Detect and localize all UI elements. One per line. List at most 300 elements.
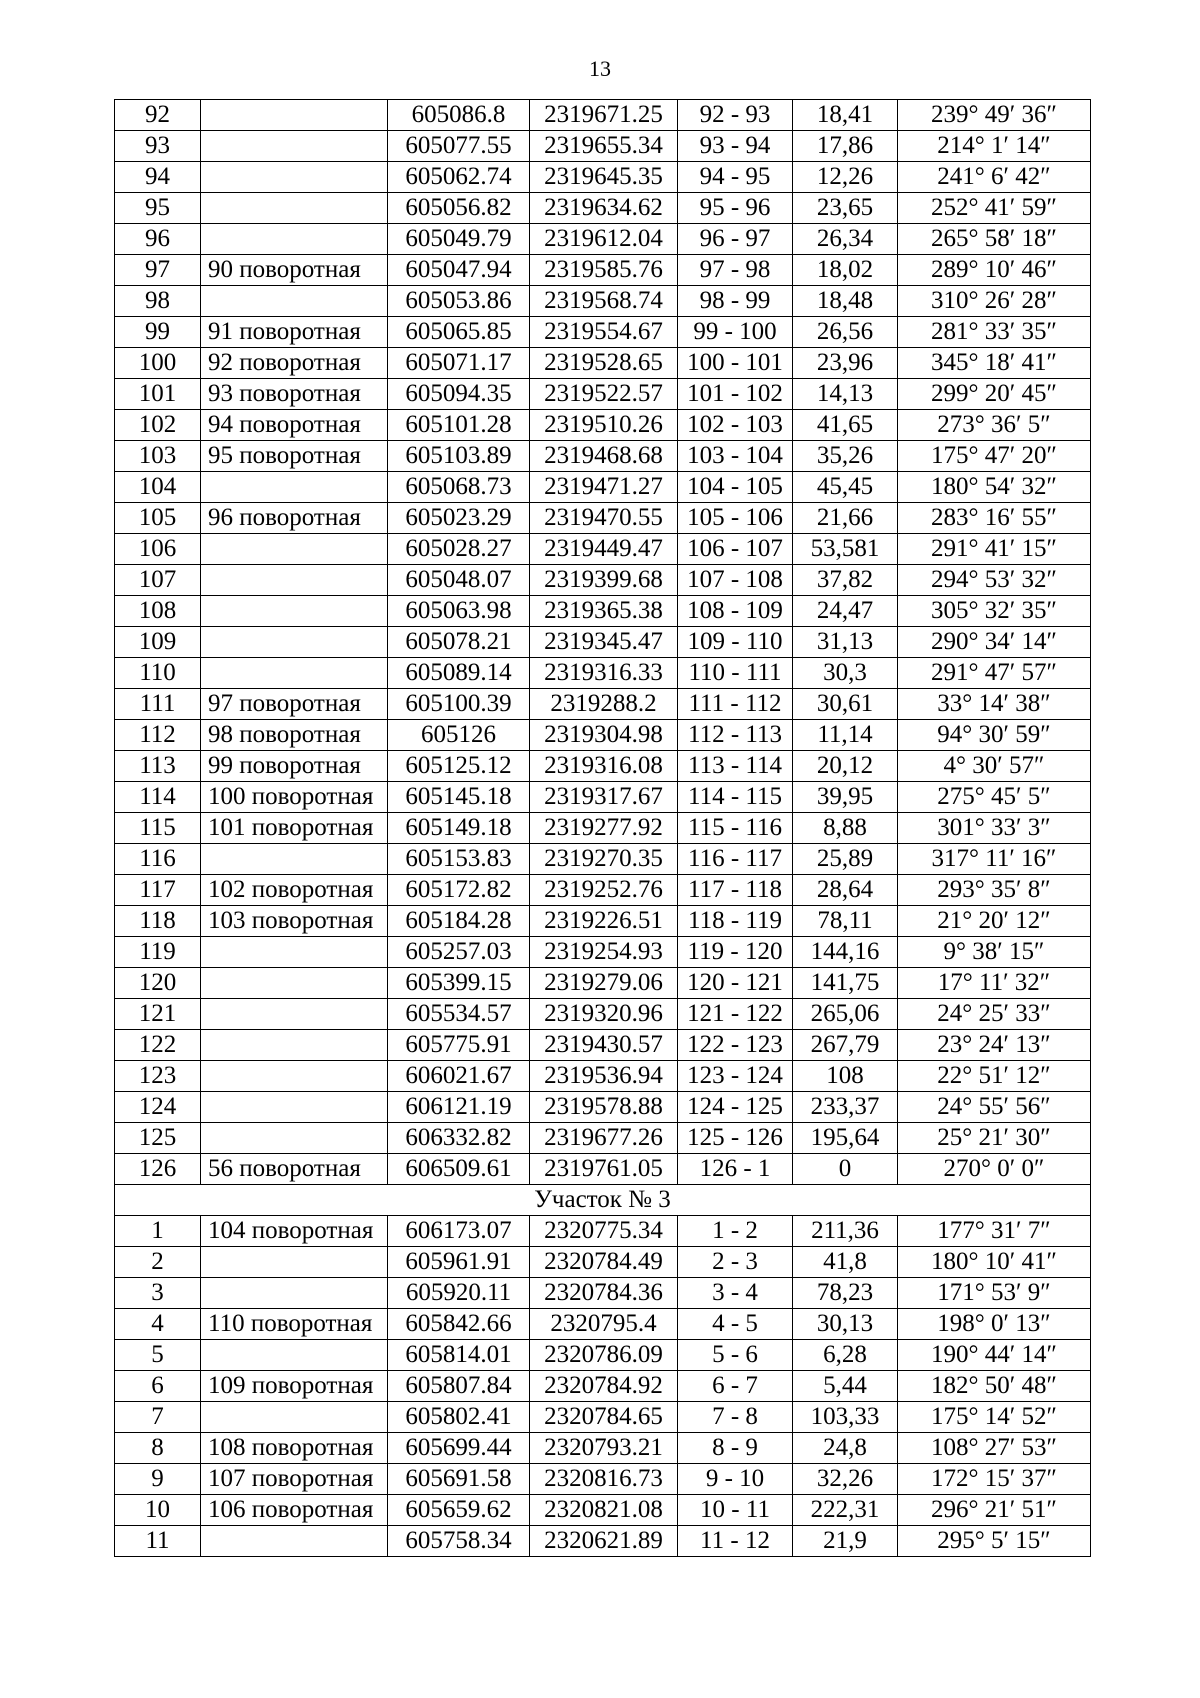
length-cell: 18,48 (793, 286, 898, 317)
y-coordinate-cell: 2319317.67 (530, 782, 678, 813)
y-coordinate-cell: 2319634.62 (530, 193, 678, 224)
x-coordinate-cell: 606173.07 (388, 1216, 530, 1247)
y-coordinate-cell: 2320784.65 (530, 1402, 678, 1433)
point-number-cell: 119 (115, 937, 201, 968)
length-cell: 11,14 (793, 720, 898, 751)
y-coordinate-cell: 2319585.76 (530, 255, 678, 286)
point-number-cell: 5 (115, 1340, 201, 1371)
x-coordinate-cell: 606509.61 (388, 1154, 530, 1185)
length-cell: 45,45 (793, 472, 898, 503)
x-coordinate-cell: 605047.94 (388, 255, 530, 286)
direction-angle-cell: 296° 21′ 51″ (898, 1495, 1091, 1526)
point-note-cell: 103 поворотная (201, 906, 388, 937)
y-coordinate-cell: 2319468.68 (530, 441, 678, 472)
direction-angle-cell: 171° 53′ 9″ (898, 1278, 1091, 1309)
segment-cell: 123 - 124 (678, 1061, 793, 1092)
direction-angle-cell: 24° 25′ 33″ (898, 999, 1091, 1030)
y-coordinate-cell: 2319320.96 (530, 999, 678, 1030)
point-number-cell: 122 (115, 1030, 201, 1061)
table-row (115, 1061, 1091, 1092)
y-coordinate-cell: 2319345.47 (530, 627, 678, 658)
x-coordinate-cell: 605775.91 (388, 1030, 530, 1061)
segment-cell: 95 - 96 (678, 193, 793, 224)
direction-angle-cell: 301° 33′ 3″ (898, 813, 1091, 844)
table-row (115, 162, 1091, 193)
segment-cell: 106 - 107 (678, 534, 793, 565)
x-coordinate-cell: 605145.18 (388, 782, 530, 813)
table-row (115, 131, 1091, 162)
segment-cell: 99 - 100 (678, 317, 793, 348)
segment-cell: 113 - 114 (678, 751, 793, 782)
table-row (115, 596, 1091, 627)
x-coordinate-cell: 605691.58 (388, 1464, 530, 1495)
y-coordinate-cell: 2320786.09 (530, 1340, 678, 1371)
length-cell: 6,28 (793, 1340, 898, 1371)
direction-angle-cell: 33° 14′ 38″ (898, 689, 1091, 720)
x-coordinate-cell: 605758.34 (388, 1526, 530, 1557)
length-cell: 31,13 (793, 627, 898, 658)
y-coordinate-cell: 2319226.51 (530, 906, 678, 937)
point-note-cell (201, 596, 388, 627)
point-number-cell: 2 (115, 1247, 201, 1278)
segment-cell: 102 - 103 (678, 410, 793, 441)
direction-angle-cell: 214° 1′ 14″ (898, 131, 1091, 162)
direction-angle-cell: 273° 36′ 5″ (898, 410, 1091, 441)
point-number-cell: 11 (115, 1526, 201, 1557)
length-cell: 26,34 (793, 224, 898, 255)
segment-cell: 118 - 119 (678, 906, 793, 937)
point-note-cell (201, 627, 388, 658)
direction-angle-cell: 291° 41′ 15″ (898, 534, 1091, 565)
point-number-cell: 117 (115, 875, 201, 906)
x-coordinate-cell: 605071.17 (388, 348, 530, 379)
x-coordinate-cell: 605053.86 (388, 286, 530, 317)
length-cell: 41,65 (793, 410, 898, 441)
point-note-cell (201, 1278, 388, 1309)
point-note-cell: 90 поворотная (201, 255, 388, 286)
point-note-cell: 93 поворотная (201, 379, 388, 410)
y-coordinate-cell: 2319277.92 (530, 813, 678, 844)
table-row (115, 224, 1091, 255)
x-coordinate-cell: 605257.03 (388, 937, 530, 968)
y-coordinate-cell: 2319288.2 (530, 689, 678, 720)
length-cell: 78,23 (793, 1278, 898, 1309)
segment-cell: 115 - 116 (678, 813, 793, 844)
y-coordinate-cell: 2319510.26 (530, 410, 678, 441)
y-coordinate-cell: 2319612.04 (530, 224, 678, 255)
point-note-cell (201, 1526, 388, 1557)
point-number-cell: 116 (115, 844, 201, 875)
point-number-cell: 107 (115, 565, 201, 596)
x-coordinate-cell: 605049.79 (388, 224, 530, 255)
x-coordinate-cell: 605920.11 (388, 1278, 530, 1309)
segment-cell: 114 - 115 (678, 782, 793, 813)
point-note-cell: 101 поворотная (201, 813, 388, 844)
length-cell: 103,33 (793, 1402, 898, 1433)
y-coordinate-cell: 2320795.4 (530, 1309, 678, 1340)
point-note-cell: 92 поворотная (201, 348, 388, 379)
x-coordinate-cell: 605126 (388, 720, 530, 751)
y-coordinate-cell: 2319365.38 (530, 596, 678, 627)
length-cell: 23,65 (793, 193, 898, 224)
y-coordinate-cell: 2319655.34 (530, 131, 678, 162)
table-row (115, 1495, 1091, 1526)
length-cell: 30,13 (793, 1309, 898, 1340)
direction-angle-cell: 252° 41′ 59″ (898, 193, 1091, 224)
direction-angle-cell: 180° 10′ 41″ (898, 1247, 1091, 1278)
table-row (115, 1154, 1091, 1185)
y-coordinate-cell: 2319399.68 (530, 565, 678, 596)
point-number-cell: 103 (115, 441, 201, 472)
point-number-cell: 108 (115, 596, 201, 627)
y-coordinate-cell: 2319761.05 (530, 1154, 678, 1185)
length-cell: 141,75 (793, 968, 898, 999)
point-note-cell: 102 поворотная (201, 875, 388, 906)
y-coordinate-cell: 2320784.92 (530, 1371, 678, 1402)
y-coordinate-cell: 2319471.27 (530, 472, 678, 503)
point-number-cell: 109 (115, 627, 201, 658)
table-body (115, 100, 1091, 1557)
point-number-cell: 96 (115, 224, 201, 255)
table-row (115, 441, 1091, 472)
point-note-cell: 95 поворотная (201, 441, 388, 472)
y-coordinate-cell: 2319470.55 (530, 503, 678, 534)
segment-cell: 4 - 5 (678, 1309, 793, 1340)
length-cell: 211,36 (793, 1216, 898, 1247)
direction-angle-cell: 198° 0′ 13″ (898, 1309, 1091, 1340)
point-note-cell (201, 131, 388, 162)
length-cell: 267,79 (793, 1030, 898, 1061)
point-number-cell: 8 (115, 1433, 201, 1464)
table-row (115, 286, 1091, 317)
point-note-cell (201, 1340, 388, 1371)
direction-angle-cell: 23° 24′ 13″ (898, 1030, 1091, 1061)
length-cell: 5,44 (793, 1371, 898, 1402)
segment-cell: 96 - 97 (678, 224, 793, 255)
y-coordinate-cell: 2320816.73 (530, 1464, 678, 1495)
length-cell: 21,66 (793, 503, 898, 534)
point-note-cell: 106 поворотная (201, 1495, 388, 1526)
direction-angle-cell: 4° 30′ 57″ (898, 751, 1091, 782)
segment-cell: 122 - 123 (678, 1030, 793, 1061)
direction-angle-cell: 22° 51′ 12″ (898, 1061, 1091, 1092)
direction-angle-cell: 283° 16′ 55″ (898, 503, 1091, 534)
direction-angle-cell: 290° 34′ 14″ (898, 627, 1091, 658)
point-note-cell (201, 565, 388, 596)
length-cell: 41,8 (793, 1247, 898, 1278)
x-coordinate-cell: 605089.14 (388, 658, 530, 689)
point-note-cell (201, 1247, 388, 1278)
y-coordinate-cell: 2320784.49 (530, 1247, 678, 1278)
table-row (115, 751, 1091, 782)
segment-cell: 110 - 111 (678, 658, 793, 689)
direction-angle-cell: 24° 55′ 56″ (898, 1092, 1091, 1123)
direction-angle-cell: 177° 31′ 7″ (898, 1216, 1091, 1247)
segment-cell: 108 - 109 (678, 596, 793, 627)
table-row (115, 968, 1091, 999)
point-number-cell: 112 (115, 720, 201, 751)
x-coordinate-cell: 606121.19 (388, 1092, 530, 1123)
y-coordinate-cell: 2320793.21 (530, 1433, 678, 1464)
point-note-cell: 56 поворотная (201, 1154, 388, 1185)
point-note-cell (201, 1092, 388, 1123)
table-row (115, 937, 1091, 968)
y-coordinate-cell: 2319316.33 (530, 658, 678, 689)
length-cell: 0 (793, 1154, 898, 1185)
table-row (115, 1464, 1091, 1495)
table-row (115, 100, 1091, 131)
x-coordinate-cell: 606021.67 (388, 1061, 530, 1092)
y-coordinate-cell: 2319554.67 (530, 317, 678, 348)
table-row (115, 1371, 1091, 1402)
direction-angle-cell: 305° 32′ 35″ (898, 596, 1091, 627)
x-coordinate-cell: 605078.21 (388, 627, 530, 658)
y-coordinate-cell: 2319677.26 (530, 1123, 678, 1154)
page-number: 13 (589, 56, 611, 81)
table-row (115, 906, 1091, 937)
point-note-cell: 97 поворотная (201, 689, 388, 720)
direction-angle-cell: 265° 58′ 18″ (898, 224, 1091, 255)
table-row (115, 1030, 1091, 1061)
direction-angle-cell: 9° 38′ 15″ (898, 937, 1091, 968)
segment-cell: 94 - 95 (678, 162, 793, 193)
table-row (115, 193, 1091, 224)
segment-cell: 101 - 102 (678, 379, 793, 410)
direction-angle-cell: 108° 27′ 53″ (898, 1433, 1091, 1464)
table-row (115, 1433, 1091, 1464)
point-note-cell: 94 поворотная (201, 410, 388, 441)
segment-cell: 116 - 117 (678, 844, 793, 875)
segment-cell: 6 - 7 (678, 1371, 793, 1402)
direction-angle-cell: 175° 14′ 52″ (898, 1402, 1091, 1433)
point-number-cell: 105 (115, 503, 201, 534)
table-row (115, 1309, 1091, 1340)
table-row (115, 255, 1091, 286)
point-note-cell: 99 поворотная (201, 751, 388, 782)
x-coordinate-cell: 605814.01 (388, 1340, 530, 1371)
direction-angle-cell: 175° 47′ 20″ (898, 441, 1091, 472)
table-row (115, 534, 1091, 565)
direction-angle-cell: 310° 26′ 28″ (898, 286, 1091, 317)
length-cell: 18,41 (793, 100, 898, 131)
length-cell: 195,64 (793, 1123, 898, 1154)
segment-cell: 125 - 126 (678, 1123, 793, 1154)
x-coordinate-cell: 605699.44 (388, 1433, 530, 1464)
length-cell: 39,95 (793, 782, 898, 813)
x-coordinate-cell: 605100.39 (388, 689, 530, 720)
direction-angle-cell: 275° 45′ 5″ (898, 782, 1091, 813)
point-note-cell (201, 844, 388, 875)
point-number-cell: 111 (115, 689, 201, 720)
direction-angle-cell: 281° 33′ 35″ (898, 317, 1091, 348)
point-number-cell: 113 (115, 751, 201, 782)
length-cell: 24,8 (793, 1433, 898, 1464)
table-row (115, 472, 1091, 503)
table-row (115, 1247, 1091, 1278)
direction-angle-cell: 21° 20′ 12″ (898, 906, 1091, 937)
direction-angle-cell: 239° 49′ 36″ (898, 100, 1091, 131)
direction-angle-cell: 270° 0′ 0″ (898, 1154, 1091, 1185)
coordinates-table (114, 99, 1091, 1557)
point-note-cell (201, 193, 388, 224)
table-row (115, 1402, 1091, 1433)
segment-cell: 5 - 6 (678, 1340, 793, 1371)
point-note-cell: 91 поворотная (201, 317, 388, 348)
point-number-cell: 110 (115, 658, 201, 689)
table-row (115, 1340, 1091, 1371)
direction-angle-cell: 182° 50′ 48″ (898, 1371, 1091, 1402)
point-number-cell: 114 (115, 782, 201, 813)
point-note-cell: 108 поворотная (201, 1433, 388, 1464)
length-cell: 53,581 (793, 534, 898, 565)
point-number-cell: 93 (115, 131, 201, 162)
length-cell: 26,56 (793, 317, 898, 348)
x-coordinate-cell: 605172.82 (388, 875, 530, 906)
x-coordinate-cell: 605802.41 (388, 1402, 530, 1433)
y-coordinate-cell: 2320821.08 (530, 1495, 678, 1526)
y-coordinate-cell: 2320775.34 (530, 1216, 678, 1247)
y-coordinate-cell: 2319671.25 (530, 100, 678, 131)
table-row (115, 999, 1091, 1030)
length-cell: 265,06 (793, 999, 898, 1030)
y-coordinate-cell: 2319254.93 (530, 937, 678, 968)
y-coordinate-cell: 2319536.94 (530, 1061, 678, 1092)
point-number-cell: 10 (115, 1495, 201, 1526)
segment-cell: 7 - 8 (678, 1402, 793, 1433)
length-cell: 23,96 (793, 348, 898, 379)
y-coordinate-cell: 2319430.57 (530, 1030, 678, 1061)
segment-cell: 112 - 113 (678, 720, 793, 751)
x-coordinate-cell: 605842.66 (388, 1309, 530, 1340)
table-row (115, 658, 1091, 689)
point-note-cell (201, 534, 388, 565)
length-cell: 8,88 (793, 813, 898, 844)
x-coordinate-cell: 605659.62 (388, 1495, 530, 1526)
x-coordinate-cell: 605062.74 (388, 162, 530, 193)
point-number-cell: 94 (115, 162, 201, 193)
y-coordinate-cell: 2320784.36 (530, 1278, 678, 1309)
point-number-cell: 101 (115, 379, 201, 410)
length-cell: 28,64 (793, 875, 898, 906)
y-coordinate-cell: 2319304.98 (530, 720, 678, 751)
table-row (115, 627, 1091, 658)
table-row (115, 503, 1091, 534)
direction-angle-cell: 25° 21′ 30″ (898, 1123, 1091, 1154)
point-number-cell: 115 (115, 813, 201, 844)
point-number-cell: 121 (115, 999, 201, 1030)
table-row (115, 1092, 1091, 1123)
point-note-cell: 104 поворотная (201, 1216, 388, 1247)
point-note-cell (201, 162, 388, 193)
direction-angle-cell: 295° 5′ 15″ (898, 1526, 1091, 1557)
point-number-cell: 95 (115, 193, 201, 224)
point-number-cell: 126 (115, 1154, 201, 1185)
x-coordinate-cell: 605048.07 (388, 565, 530, 596)
length-cell: 108 (793, 1061, 898, 1092)
length-cell: 21,9 (793, 1526, 898, 1557)
point-number-cell: 106 (115, 534, 201, 565)
table-row (115, 689, 1091, 720)
y-coordinate-cell: 2319645.35 (530, 162, 678, 193)
x-coordinate-cell: 605077.55 (388, 131, 530, 162)
direction-angle-cell: 345° 18′ 41″ (898, 348, 1091, 379)
segment-cell: 97 - 98 (678, 255, 793, 286)
point-number-cell: 124 (115, 1092, 201, 1123)
segment-cell: 9 - 10 (678, 1464, 793, 1495)
segment-cell: 100 - 101 (678, 348, 793, 379)
point-note-cell (201, 224, 388, 255)
y-coordinate-cell: 2319528.65 (530, 348, 678, 379)
y-coordinate-cell: 2320621.89 (530, 1526, 678, 1557)
x-coordinate-cell: 605399.15 (388, 968, 530, 999)
point-number-cell: 1 (115, 1216, 201, 1247)
segment-cell: 119 - 120 (678, 937, 793, 968)
segment-cell: 107 - 108 (678, 565, 793, 596)
x-coordinate-cell: 605028.27 (388, 534, 530, 565)
direction-angle-cell: 317° 11′ 16″ (898, 844, 1091, 875)
point-note-cell (201, 937, 388, 968)
point-number-cell: 9 (115, 1464, 201, 1495)
point-note-cell (201, 658, 388, 689)
y-coordinate-cell: 2319270.35 (530, 844, 678, 875)
point-note-cell (201, 286, 388, 317)
point-note-cell (201, 1123, 388, 1154)
table-row (115, 875, 1091, 906)
x-coordinate-cell: 605961.91 (388, 1247, 530, 1278)
segment-cell: 126 - 1 (678, 1154, 793, 1185)
segment-cell: 121 - 122 (678, 999, 793, 1030)
section-row (115, 1185, 1091, 1216)
x-coordinate-cell: 605086.8 (388, 100, 530, 131)
length-cell: 78,11 (793, 906, 898, 937)
y-coordinate-cell: 2319279.06 (530, 968, 678, 999)
length-cell: 20,12 (793, 751, 898, 782)
segment-cell: 93 - 94 (678, 131, 793, 162)
length-cell: 18,02 (793, 255, 898, 286)
table-row (115, 1278, 1091, 1309)
point-note-cell (201, 1061, 388, 1092)
point-number-cell: 3 (115, 1278, 201, 1309)
direction-angle-cell: 289° 10′ 46″ (898, 255, 1091, 286)
point-number-cell: 7 (115, 1402, 201, 1433)
length-cell: 144,16 (793, 937, 898, 968)
x-coordinate-cell: 605094.35 (388, 379, 530, 410)
point-note-cell: 96 поворотная (201, 503, 388, 534)
x-coordinate-cell: 605534.57 (388, 999, 530, 1030)
table-row (115, 782, 1091, 813)
segment-cell: 104 - 105 (678, 472, 793, 503)
point-note-cell: 98 поворотная (201, 720, 388, 751)
segment-cell: 8 - 9 (678, 1433, 793, 1464)
length-cell: 12,26 (793, 162, 898, 193)
point-number-cell: 104 (115, 472, 201, 503)
length-cell: 25,89 (793, 844, 898, 875)
point-number-cell: 120 (115, 968, 201, 999)
point-number-cell: 97 (115, 255, 201, 286)
table-row (115, 1123, 1091, 1154)
y-coordinate-cell: 2319578.88 (530, 1092, 678, 1123)
length-cell: 32,26 (793, 1464, 898, 1495)
table-row (115, 317, 1091, 348)
table-row (115, 379, 1091, 410)
point-number-cell: 102 (115, 410, 201, 441)
x-coordinate-cell: 605807.84 (388, 1371, 530, 1402)
y-coordinate-cell: 2319568.74 (530, 286, 678, 317)
length-cell: 30,3 (793, 658, 898, 689)
length-cell: 30,61 (793, 689, 898, 720)
x-coordinate-cell: 605068.73 (388, 472, 530, 503)
segment-cell: 111 - 112 (678, 689, 793, 720)
